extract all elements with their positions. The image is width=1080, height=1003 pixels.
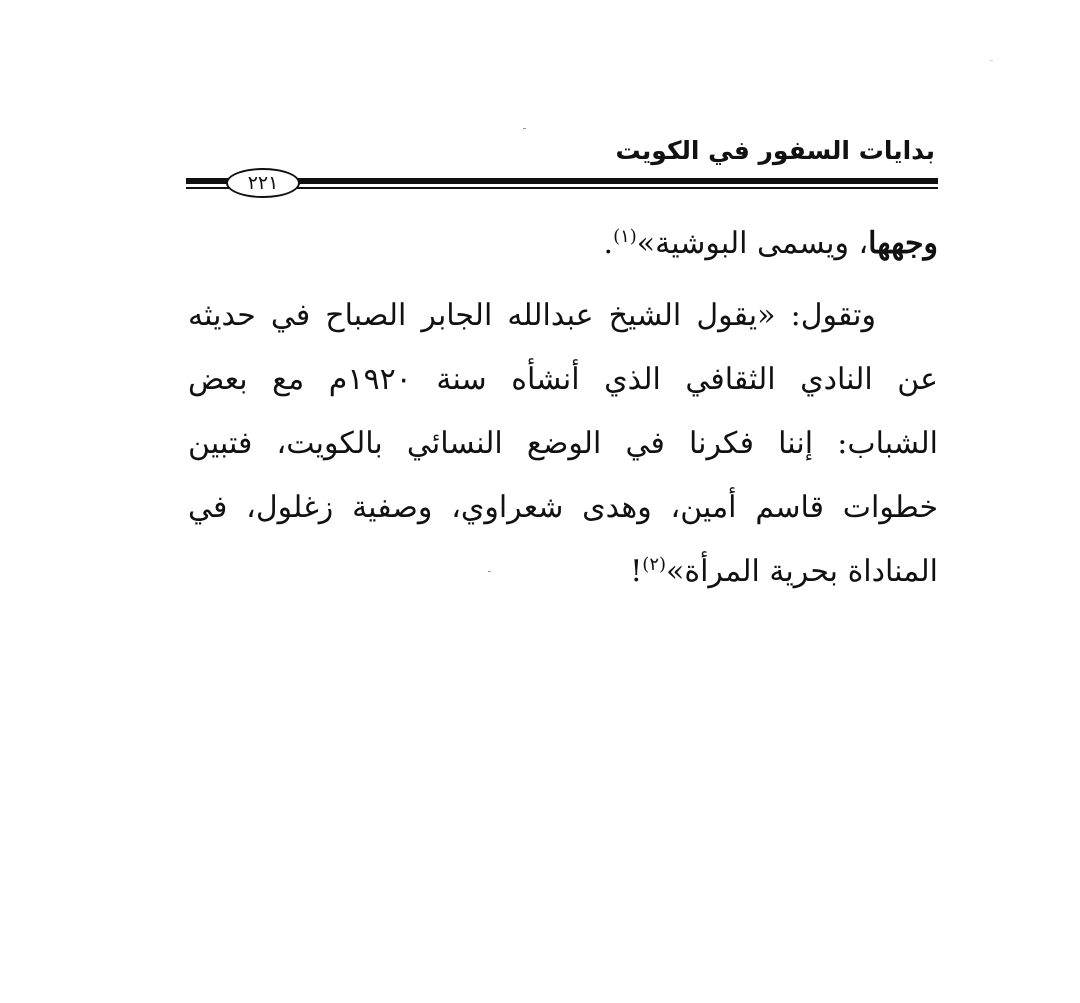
paragraph-1 xyxy=(188,212,938,276)
header-rule-thin xyxy=(186,187,938,189)
scan-speck xyxy=(488,571,491,572)
paragraph-2 xyxy=(188,284,938,604)
line-text: المناداة بحرية المرأة» xyxy=(666,554,938,589)
line-tail: ! xyxy=(630,554,643,589)
text-line xyxy=(188,540,938,604)
text-line: الشباب: إننا فكرنا في الوضع النسائي بالكويت، فتبين xyxy=(188,426,938,461)
running-title: بدايات السفور في الكويت xyxy=(615,136,935,165)
scan-speck xyxy=(523,128,526,129)
page-number: ٢٢١ xyxy=(226,168,300,198)
footnote-marker: (٢) xyxy=(642,554,667,575)
line-text: ، ويسمى البوشية» xyxy=(636,226,869,261)
footnote-marker: (١) xyxy=(613,226,637,247)
line-tail: . xyxy=(603,226,614,261)
text-line xyxy=(188,212,938,276)
text-line: عن النادي الثقافي الذي أنشأه سنة ١٩٢٠م مع بعض xyxy=(188,362,938,397)
text-line: خطوات قاسم أمين، وهدى شعراوي، وصفية زغلول، في xyxy=(188,490,938,525)
bold-word: وجهها xyxy=(868,226,938,261)
scan-speck xyxy=(990,60,993,61)
header-rule xyxy=(186,166,938,198)
text-line: وتقول: «يقول الشيخ عبدالله الجابر الصباح في حديثه xyxy=(188,298,876,333)
